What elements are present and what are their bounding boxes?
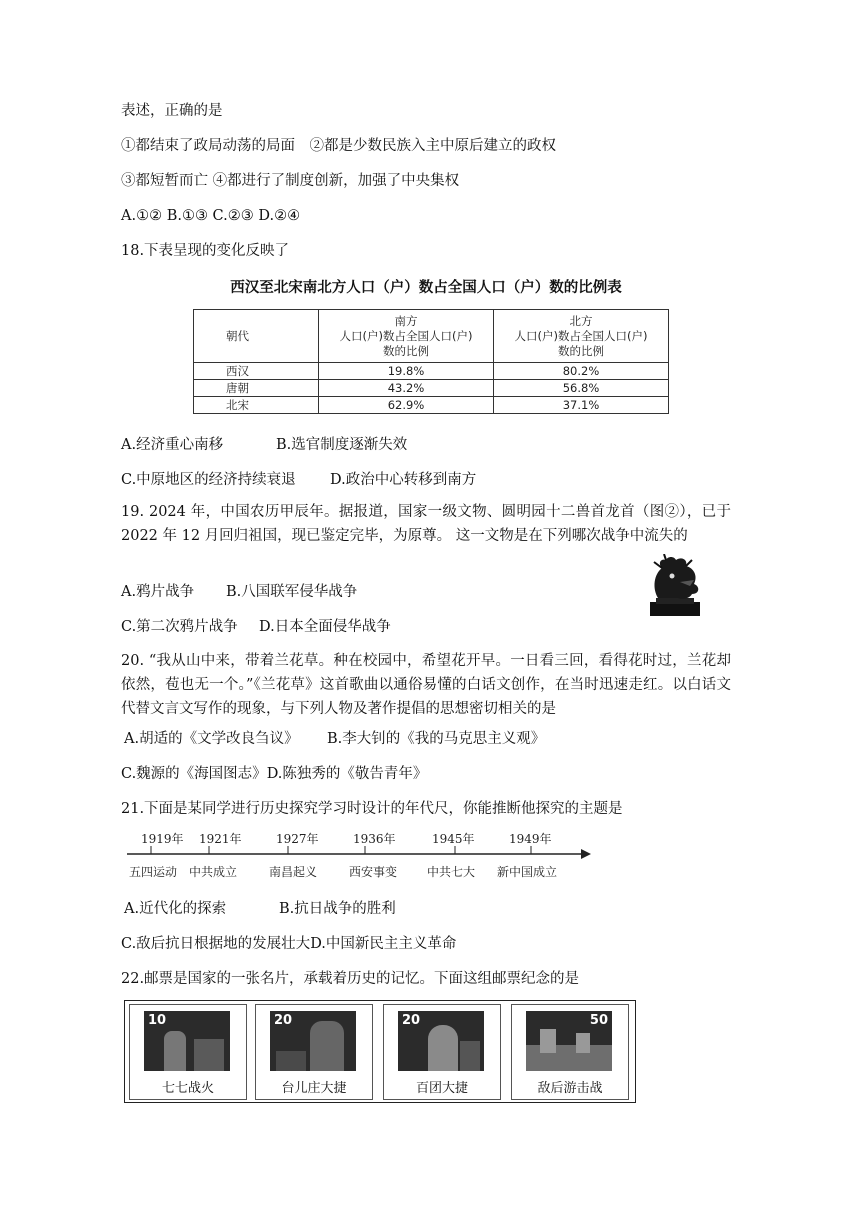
stamp-caption: 百团大捷 [415,1081,468,1096]
header-south: 南方 人口(户)数占全国人口(户) 数的比例 [319,310,494,363]
table-row [194,397,669,414]
q21-option-a: A.近代化的探索 [124,901,227,917]
header-dynasty: 朝代 [194,310,319,363]
stamp [129,1004,247,1100]
timeline-tick [189,831,242,879]
timeline-event: 五四运动 [129,865,178,879]
cell-south: 19.8% [319,363,494,380]
q18-table-title: 西汉至北宋南北方人口（户）数占全国人口（户）数的比例表 [230,280,622,296]
q18-options-ab [121,435,407,455]
q17-options: A.①② B.①③ C.②③ D.②④ [121,208,301,224]
q19-option-d: D.日本全面侵华战争 [259,619,391,635]
timeline-year: 1921年 [199,832,242,846]
timeline-year: 1919年 [141,832,184,846]
q21-options-cd [121,934,456,954]
q19-options-ab [121,582,357,602]
q20-option-c: C.魏源的《海国图志》 [121,766,267,782]
q18-option-d: D.政治中心转移到南方 [330,472,477,488]
cell-dynasty: 西汉 [194,363,319,380]
q21-stem: 21.下面是某同学进行历史探究学习时设计的年代尺，你能推断他探究的主题是 [121,801,623,817]
timeline-tick [349,831,397,879]
timeline-tick [269,831,319,879]
q17-statements-1: ①都结束了政局动荡的局面 ②都是少数民族入主中原后建立的政权 [121,138,556,154]
cell-north: 80.2% [494,363,669,380]
timeline-ruler [121,826,591,886]
q20-option-d: D.陈独秀的《敬告青年》 [266,766,428,782]
q19-option-b: B.八国联军侵华战争 [226,584,358,600]
q21-options-ab [124,899,396,919]
stamp [511,1004,629,1100]
timeline-event: 新中国成立 [497,865,558,879]
cell-south: 62.9% [319,397,494,414]
q21-option-c: C.敌后抗日根据地的发展壮大 [121,936,311,952]
stamp-image [526,1011,612,1071]
stamp-caption: 七七战火 [161,1081,214,1096]
timeline-year: 1936年 [353,832,396,846]
q18-options-cd [121,470,476,490]
timeline-year: 1949年 [509,832,552,846]
table-row [194,363,669,380]
q18-option-c: C.中原地区的经济持续衰退 [121,472,296,488]
timeline-event: 南昌起义 [269,865,318,879]
q20-option-a: A.胡适的《文学改良刍议》 [124,731,299,747]
stamp-image [398,1011,484,1071]
q19-options-cd [121,617,391,637]
q20-options-ab [124,729,545,749]
cell-dynasty: 唐朝 [194,380,319,397]
stamp-value: 20 [402,1013,421,1028]
q20-options-cd [121,764,427,784]
q17-lead: 表述，正确的是 [121,103,223,119]
timeline-tick [129,831,184,879]
stamp-strip [124,1000,636,1103]
q19-stem: 19. 2024 年，中国农历甲辰年。据报道，国家一级文物、圆明园十二兽首龙首（图②），已于 2022 年 12 月回归祖国，现已鉴定完毕，为原尊。 这一文物是在下列哪次战争中流失的 [121,504,731,544]
table-row [194,380,669,397]
timeline-tick [497,831,557,879]
stamp-caption: 敌后游击战 [537,1081,603,1096]
stamp-caption: 台儿庄大捷 [281,1081,347,1096]
cell-south: 43.2% [319,380,494,397]
q18-option-a: A.经济重心南移 [121,437,224,453]
dragon-head-icon [644,554,706,618]
q20-option-b: B.李大钊的《我的马克思主义观》 [327,731,546,747]
q21-option-b: B.抗日战争的胜利 [279,901,396,917]
timeline-year: 1945年 [432,832,475,846]
q19-option-c: C.第二次鸦片战争 [121,619,238,635]
q17-statements-2: ③都短暂而亡 ④都进行了制度创新，加强了中央集权 [121,173,460,189]
timeline-year: 1927年 [276,832,319,846]
q21-option-d: D.中国新民主主义革命 [310,936,457,952]
q18-option-b: B.选官制度逐渐失效 [276,437,408,453]
stamp-value: 20 [274,1013,293,1028]
q20-stem: 20. “我从山中来，带着兰花草。种在校园中，希望花开早。一日看三回，看得花时过，兰花却依然，苞也无一个。”《兰花草》这首歌曲以通俗易懂的白话文创作，在当时迅速走红。以白话文代替文言文写作的现象，与下列人物及著作提倡的思想密切相关的是 [121,653,731,717]
stamp [383,1004,501,1100]
timeline-event: 中共成立 [189,865,238,879]
stamp-image [144,1011,230,1071]
header-north: 北方 人口(户)数占全国人口(户) 数的比例 [494,310,669,363]
cell-dynasty: 北宋 [194,397,319,414]
stamp-image [270,1011,356,1071]
q19-option-a: A.鸦片战争 [121,584,195,600]
stamp-value: 50 [589,1013,608,1028]
timeline-event: 西安事变 [349,865,398,879]
timeline-tick [427,831,475,879]
stamp-value: 10 [148,1013,167,1028]
table-header-row [194,310,669,363]
stamp [255,1004,373,1100]
q22-stem: 22.邮票是国家的一张名片，承载着历史的记忆。下面这组邮票纪念的是 [121,971,580,987]
population-table [193,309,669,414]
cell-north: 37.1% [494,397,669,414]
q18-stem: 18.下表呈现的变化反映了 [121,243,290,259]
timeline-event: 中共七大 [427,865,476,879]
cell-north: 56.8% [494,380,669,397]
